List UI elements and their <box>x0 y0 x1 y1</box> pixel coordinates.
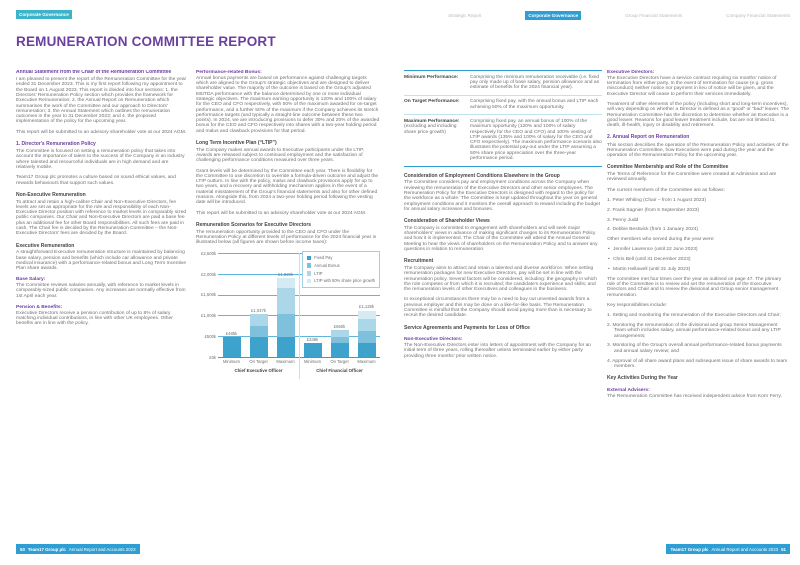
bar-segment-fixed-pay <box>358 343 376 357</box>
performance-table-label: On Target Performance: <box>404 99 460 105</box>
paragraph: Executive Directors receive a pension contribution of up to 8% of salary matching individual contributions, in line with other UK employees. Other benefits are in line with the policy. <box>16 310 173 327</box>
purple-subheading: Non-Executive Directors: <box>404 337 463 343</box>
purple-subheading: Base Salary: <box>16 277 46 283</box>
report-name: Annual Report and Accounts 2023 <box>68 546 136 552</box>
paragraph: To attract and retain a high-calibre Chair and Non-Executive Directors, fee levels are set as appropriate for the role and responsibility of each Non-Executive Director position with reference to market levels in comparably sized public companies. Our Chair and Non-Executive Directors are paid a base fee plus an additional fee for other Board responsibilities. All such fees are paid in cash. The Chair fee is decided by the Remuneration Committee – the Non-Executive Directors' fees are decided by the Board. <box>16 199 187 237</box>
list-item: 3. Monitoring of the Group's overall annual performance-related bonus payments and annual salary review; and <box>607 343 782 354</box>
y-axis-tick-label: £500k <box>204 334 216 339</box>
performance-table-label-note: (excluding and including share price growth) <box>404 124 457 135</box>
paragraph: This section describes the operation of the Remuneration Policy and activities of the Remuneration Committee, how Executives were paid during the year and the operation of the Remuneration Policy for the upcoming year. <box>607 142 789 159</box>
legend-swatch-icon <box>307 263 312 268</box>
bar-segment-annual-bonus <box>250 326 268 338</box>
list-item: 4. Approval of all share award plans and subsequent issue of share awards to team members. <box>607 358 788 369</box>
performance-table-row <box>404 114 602 165</box>
performance-table-row <box>404 95 602 115</box>
bar-segment-ltip <box>277 288 295 314</box>
section-tag: Corporate Governance <box>16 10 72 19</box>
bar-segment-annual-bonus <box>358 331 376 343</box>
paragraph: The Committee reviews salaries annually, with reference to market levels in comparably-sized public companies. Any increases are normally effective from 1st April each year. <box>16 283 186 299</box>
bar-segment-annual-bonus <box>277 314 295 337</box>
paragraph: The Executive Directors have a service contract requiring six months' notice of termination from either party. In the event of termination for cause (e.g. gross misconduct) neither notice nor payment in lieu of notice will be given, and the Executive Director will cease to perform their services immediately. <box>607 75 777 97</box>
paragraph: The Company aims to attract and retain a talented and diverse workforce. When setting remuneration packages for new Executive Directors, pay will be set in line with the remuneration policy. Several factors will be considered, including: the geography in which the role competes or from which it is recruited; the candidate's experience and skills; and the remuneration levels of other Executives and colleagues in the business. <box>404 265 597 293</box>
sub-section-heading: Long Term Incentive Plan (“LTIP”) <box>196 140 277 147</box>
list-item: 1. Setting and monitoring the remuneration of the Executive Directors and Chair; <box>607 313 781 319</box>
purple-subheading: Performance-related Bonus: <box>196 70 262 75</box>
page-title: REMUNERATION COMMITTEE REPORT <box>16 34 276 49</box>
y-axis-tick-label: £1,000k <box>201 313 216 319</box>
paragraph: Other members who served during the year were: <box>607 237 715 243</box>
bar-segment-ltip <box>250 314 268 326</box>
x-axis-tick-label: Minimum <box>223 359 240 365</box>
paragraph: The Terms of Reference for the Committee were created at Admission and are reviewed annually. <box>607 172 777 183</box>
sub-section-heading: Remuneration Scenarios for Executive Directors <box>196 221 312 228</box>
paragraph: The Committee is focused on setting a remuneration policy that takes into account the importance of talent to the success of the Company in an industry where talented and resourceful individuals are in high demand and are relatively mobile. <box>16 149 185 171</box>
numbered-list <box>607 198 790 233</box>
sub-section-heading: Committee Membership and Role of the Committee <box>607 164 729 171</box>
list-item: 2. Frank Sagnier (from 6 September 2023) <box>607 207 700 213</box>
chart-group-separator <box>299 253 300 379</box>
section-heading: 1. Director's Remuneration Policy <box>16 141 96 148</box>
paragraph: The remuneration opportunity provided to the CEO and CFO under the Remuneration Policy at different levels of performance for the 2024 financial year is illustrated below (all figures are shown before income taxes): <box>196 229 377 246</box>
bar-total-label: £348k <box>306 336 319 342</box>
legend-label: Fixed Pay <box>314 255 333 261</box>
sub-section-heading: Non-Executive Remuneration <box>16 191 86 198</box>
bar-total-label: £485k <box>225 331 238 337</box>
purple-subheading: Pension & Benefits: <box>16 305 63 311</box>
stacked-bar <box>223 337 241 357</box>
x-axis-tick-label: Maximum <box>357 359 376 365</box>
paragraph: A straightforward Executive remuneration structure is maintained by balancing base salary, pension and benefits (which include car allowance and private medical insurance) with a performance-related bonus and Long Term Incentive Plan share awards. <box>16 250 187 272</box>
legend-item <box>307 255 375 260</box>
chart-legend <box>302 251 380 287</box>
nav-item-group-financial-statements: Group Financial Statements <box>625 13 683 18</box>
bar-total-label: £650k <box>333 324 346 330</box>
stacked-bar <box>331 330 349 357</box>
nav-item-company-financial-statements: Company Financial Statements <box>726 13 790 18</box>
x-axis-tick-label: Maximum <box>276 359 295 365</box>
paragraph: Key responsibilities include: <box>607 303 668 308</box>
column-2 <box>196 70 380 532</box>
legend-swatch-icon <box>307 271 312 276</box>
legend-item <box>307 271 375 276</box>
list-item: 1. Peter Whiting (Chair – from 1 August 2023) <box>607 197 706 203</box>
chart-group-label: Chief Financial Officer <box>316 367 363 373</box>
paragraph: The Company makes annual awards to Executive participants under the LTIP. Awards are released subject to continued employment and the satisfaction of challenging performance conditions measured over three years. <box>196 147 365 164</box>
x-axis-tick-label: On Target <box>249 359 268 365</box>
stacked-bar <box>277 278 295 358</box>
bar-segment-ltip-with-50-share-price-growth <box>358 311 376 319</box>
performance-table-value: Comprising fixed pay, an annual bonus of 100% of the maximum opportunity (120% and 100% of salary respectively for the CEO and CFO) and 100% vesting of LTIP awards (135% and 100% of salary for the CEO and CFO respectively). The maximum performance scenario also illustrates the potential pay-out under the LTIP assuming a 50% share price appreciation over the three-year performance period. <box>470 118 602 162</box>
legend-item <box>307 263 375 268</box>
y-axis-tick-label: £2,000k <box>201 271 216 277</box>
bar-segment-ltip-with-50-share-price-growth <box>277 278 295 289</box>
chart-plot-area <box>201 250 380 360</box>
section-heading: Annual Statement from the Chair of the Remuneration Committee <box>16 70 172 75</box>
brand-name: Team17 Group plc <box>670 546 709 552</box>
stacked-bar <box>304 343 322 357</box>
legend-label: Annual Bonus <box>314 263 340 269</box>
legend-item <box>307 278 375 283</box>
report-name: Annual Report and Accounts 2023 <box>711 546 779 552</box>
bar-total-label: £1,047k <box>251 307 266 313</box>
page-number-right: 51 <box>781 546 786 552</box>
sub-section-heading: Executive Remuneration <box>16 242 75 249</box>
performance-table-value: Comprising the minimum remuneration receivable (i.e. fixed pay only made up of base salary, pension allowance and an estimate of benefits for the 2024 financial year). <box>470 74 600 91</box>
column-3 <box>404 70 602 532</box>
sub-section-heading: Consideration of Employment Conditions Elsewhere in the Group <box>404 172 560 179</box>
paragraph: Annual bonus payments are based on performance against challenging targets which are aligned to the Group's strategic objectives and are designed to deliver shareholder value. The majority of the outcome is based on the Group's adjusted EBITDA performance with the balance determined by one or more individual strategic objectives. The maximum earning opportunity is 120% and 100% of salary for the CEO and CFO respectively, with 50% of the maximum awarded for on-target performance, and a further 50% of the maximum if the Company achieves its stretch performance targets (and typically a straight-line outcome between these two points). In 2024, we are introducing provisions to defer 30% and 20% of the awarded bonus for the CEO and CFO respectively into shares with a two-year holding period and malus and clawback provisions for that period. <box>196 75 380 134</box>
sub-section-heading: Service Agreements and Payments for Loss of Office <box>404 324 530 331</box>
bar-segment-fixed-pay <box>223 337 241 357</box>
bar-total-label: £1,128k <box>359 304 374 310</box>
bar-total-label: £1,920k <box>278 271 293 277</box>
paragraph: The committee met four times over the year as outlined on page 47. The primary role of the Committee is to review and set the remuneration of the Executive Directors and Chair and to review the divisional and Group senior management remuneration. <box>607 276 782 298</box>
legend-swatch-icon <box>307 279 312 284</box>
performance-table-label: Minimum Performance: <box>404 74 459 80</box>
list-item: 2. Monitoring the remuneration of the divisional and group Senior Management Team which includes salary, annual performance-related bonus and any LTIP arrangements; <box>607 323 781 339</box>
bar-segment-fixed-pay <box>250 337 268 357</box>
list-item: 3. Penny Judd <box>607 217 639 223</box>
numbered-list <box>607 313 790 369</box>
x-axis-tick-label: Minimum <box>304 359 321 365</box>
paragraph: The Committee considers pay and employment conditions across the Company when reviewing the remuneration of the Executive Directors and other senior employees. The Remuneration Policy for the Executive Directors is designed with regard to the policy for the workforce as a whole. The Committee is kept updated throughout the year on general employment conditions and it monitors the overall approach to reward including the budget for annual salary increases and bonuses. <box>404 180 601 212</box>
y-axis-tick-label: £1,500k <box>201 292 216 298</box>
bullet-list <box>607 247 790 272</box>
nav-item-corporate-governance: Corporate Governance <box>525 11 581 20</box>
brand-name: Team17 Group plc <box>27 546 66 552</box>
section-heading: 2. Annual Report on Remuneration <box>607 134 690 141</box>
page-number-left: 50 <box>20 546 25 552</box>
column-1 <box>16 70 188 532</box>
performance-table <box>404 70 602 167</box>
remuneration-scenarios-chart <box>196 250 380 373</box>
paragraph: The Remuneration Committee has received independent advice from Korn Ferry. <box>607 393 782 399</box>
paragraph: Treatment of other elements of the policy (including short and long-term incentives), will vary depending on whether a Director is defined as a “good” or “bad” leaver. The Remuneration Committee has the discretion to determine whether an Executive is a good leaver. Reasons for good leaver treatment include, but are not limited to, death, ill-health, injury or disability and retirement. <box>607 101 790 129</box>
paragraph: The Company is committed to engagement with shareholders and will seek major shareholders' views in advance of making significant changes to its Remuneration Policy and how it is implemented. The Chair of the Committee will attend the Annual General Meeting to hear the views of shareholders on the Remuneration Policy and to answer any questions in relation to remuneration. <box>404 225 598 253</box>
purple-subheading: Executive Directors: <box>607 70 655 75</box>
y-axis-tick-label: £0k <box>209 354 216 360</box>
paragraph: I am pleased to present the report of the Remuneration Committee for the year ended 31 December 2023. This is my first report following my appointment to the Board on 1 August 2023. This report is divided into four sections: 1. the Directors' Remuneration Policy section which provides the framework for Executive Remuneration; 2. the Annual Report on Remuneration which summarises the work of the Committee and our approach to Directors' remuneration; 3. the Annual Statement which outlines the remuneration outcomes in the year to 31 December 2023; and 4. the proposed implementation of the policy for the upcoming year. <box>16 77 187 125</box>
paragraph: The Non-Executive Directors enter into letters of appointment with the Company for an initial term of three years, rolling thereafter unless terminated earlier by either party providing three months' prior written notice. <box>404 342 592 359</box>
paragraph: The current members of the Committee are as follows: <box>607 187 725 193</box>
bar-segment-fixed-pay <box>331 343 349 357</box>
list-item: • Martin Hellawell (until 31 July 2023) <box>607 267 790 272</box>
footer-right <box>666 544 790 554</box>
y-axis-tick-label: £2,500k <box>201 250 216 256</box>
legend-label: LTIP <box>314 270 323 276</box>
list-item: • Jennifer Lawrence (until 22 June 2023) <box>607 247 790 252</box>
sub-section-heading: Key Activities During the Year <box>607 375 678 382</box>
legend-swatch-icon <box>307 256 312 261</box>
list-item: 4. Debbie Bestwick (from 1 January 2024) <box>607 227 699 233</box>
bar-segment-fixed-pay <box>277 337 295 357</box>
performance-table-label: Maximum Performance: (excluding and including share price growth) <box>404 119 470 161</box>
sub-section-heading: Consideration of Shareholder Views <box>404 218 490 225</box>
purple-subheading: External Advisers: <box>607 387 650 393</box>
sub-section-heading: Recruitment <box>404 258 434 265</box>
bar-segment-fixed-pay <box>304 343 322 357</box>
top-nav <box>448 11 790 20</box>
stacked-bar <box>358 311 376 358</box>
bar-segment-ltip <box>358 319 376 331</box>
list-item: • Chris Bell (until 31 December 2023) <box>607 257 790 262</box>
paragraph: This report will be submitted to an advisory shareholder vote at our 2024 AGM. <box>196 210 367 216</box>
paragraph: In exceptional circumstances there may be a need to buy out unvested awards from a previous employer and this may be done on a like-for-like basis. The Remuneration Committee is mindful that the Company should avoid paying more than is necessary to recruit the desired candidate. <box>404 297 592 319</box>
performance-table-row <box>404 71 602 95</box>
stacked-bar <box>250 314 268 358</box>
paragraph: This report will be submitted to an advisory shareholder vote at our 2024 AGM. <box>16 129 187 135</box>
paragraph: Team17 Group plc promotes a culture based on sound ethical values, and rewards behaviours that support such values. <box>16 175 176 186</box>
performance-table-value: Comprising fixed pay, with the annual bonus and LTIP each achieving 50% of the maximum opportunity. <box>470 99 599 110</box>
paragraph: Grant levels will be determined by the Committee each year. There is flexibility for the Committee to use discretion to override a formula-driven outcome and adjust the LTIP outturn. In line with the policy, malus and clawback provisions apply for up to two years, and a recovery and withholding mechanism applies in the event of a material misstatement of the Group's financial statements and also for other defined reasons. Alongside this, from 2024 a two-year holding period following the vesting date will be introduced. <box>196 168 379 206</box>
column-4 <box>607 70 790 532</box>
nav-item-strategic-report: Strategic Report <box>448 13 482 18</box>
x-axis-tick-label: On Target <box>330 359 349 365</box>
chart-group-label: Chief Executive Officer <box>234 367 283 373</box>
legend-label: LTIP with 50% share price growth <box>314 278 375 284</box>
footer-left <box>16 544 140 554</box>
